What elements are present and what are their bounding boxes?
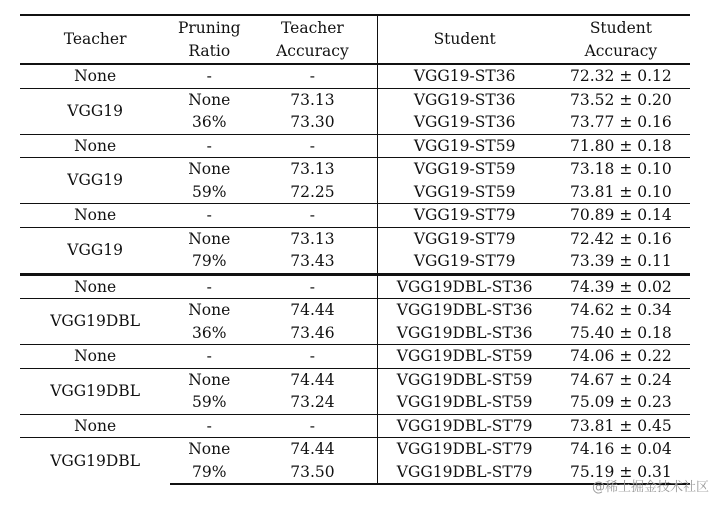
teacher-cell: VGG19 xyxy=(20,227,170,274)
student-cell: VGG19-ST79 xyxy=(377,204,552,228)
table-row xyxy=(20,414,690,438)
teacher-accuracy-cell: 73.13 xyxy=(248,227,377,250)
table-row xyxy=(20,299,690,322)
student-cell: VGG19-ST36 xyxy=(377,111,552,134)
results-table xyxy=(20,14,690,485)
teacher-cell: VGG19DBL xyxy=(20,438,170,485)
teacher-cell: None xyxy=(20,414,170,438)
header-teacher: Teacher xyxy=(20,15,170,64)
student-accuracy-cell: 74.39 ± 0.02 xyxy=(552,274,690,299)
student-cell: VGG19DBL-ST79 xyxy=(377,438,552,461)
student-accuracy-cell: 71.80 ± 0.18 xyxy=(552,134,690,158)
table-row xyxy=(20,158,690,181)
teacher-cell: None xyxy=(20,345,170,369)
teacher-accuracy-cell: 73.46 xyxy=(290,323,335,342)
pruning-ratio-cell: 36% xyxy=(192,113,227,131)
student-cell: VGG19-ST59 xyxy=(377,158,552,181)
pruning-ratio-cell: None xyxy=(170,299,248,322)
table-row xyxy=(20,227,690,250)
student-accuracy-cell: 74.06 ± 0.22 xyxy=(552,345,690,369)
pruning-ratio-cell: 59% xyxy=(192,393,227,411)
student-cell: VGG19-ST36 xyxy=(377,88,552,111)
pruning-ratio-cell: None xyxy=(170,158,248,181)
teacher-accuracy-cell: 74.44 xyxy=(248,368,377,391)
student-accuracy-cell: 73.81 ± 0.10 xyxy=(570,182,672,201)
student-cell: VGG19DBL-ST79 xyxy=(377,461,552,485)
student-accuracy-cell: 73.39 ± 0.11 xyxy=(570,252,672,270)
watermark: @稀土掘金技术社区 xyxy=(591,480,709,495)
student-accuracy-cell: 72.32 ± 0.12 xyxy=(552,64,690,88)
pruning-ratio-cell: - xyxy=(170,274,248,299)
student-cell: VGG19DBL-ST59 xyxy=(377,368,552,391)
student-cell: VGG19DBL-ST36 xyxy=(377,299,552,322)
table-body xyxy=(20,64,690,484)
student-accuracy-cell: 73.52 ± 0.20 xyxy=(552,88,690,111)
pruning-ratio-cell: - xyxy=(170,64,248,88)
student-cell: VGG19DBL-ST36 xyxy=(377,274,552,299)
teacher-accuracy-cell: - xyxy=(248,134,377,158)
table-row xyxy=(20,134,690,158)
teacher-accuracy-cell: - xyxy=(248,345,377,369)
student-cell: VGG19-ST36 xyxy=(377,64,552,88)
teacher-accuracy-cell: 73.50 xyxy=(248,461,377,485)
student-accuracy-cell: 73.77 ± 0.16 xyxy=(570,113,672,131)
teacher-accuracy-cell: - xyxy=(248,414,377,438)
header-teacher-accuracy: Teacher Accuracy xyxy=(248,15,377,64)
student-cell: VGG19DBL-ST36 xyxy=(377,322,552,345)
teacher-cell: None xyxy=(20,274,170,299)
table-row xyxy=(20,64,690,88)
student-accuracy-cell: 73.18 ± 0.10 xyxy=(552,158,690,181)
table-row xyxy=(20,345,690,369)
student-cell: VGG19DBL-ST59 xyxy=(377,391,552,414)
header-row xyxy=(20,15,690,64)
teacher-accuracy-cell: 73.43 xyxy=(290,252,335,270)
teacher-cell: VGG19DBL xyxy=(20,368,170,414)
teacher-accuracy-cell: 74.44 xyxy=(248,438,377,461)
header-student: Student xyxy=(377,15,552,64)
pruning-ratio-cell: - xyxy=(170,204,248,228)
student-cell: VGG19-ST79 xyxy=(377,250,552,274)
teacher-cell: None xyxy=(20,64,170,88)
student-accuracy-cell: 70.89 ± 0.14 xyxy=(552,204,690,228)
pruning-ratio-cell: - xyxy=(170,345,248,369)
pruning-ratio-cell: None xyxy=(170,227,248,250)
pruning-ratio-cell: 79% xyxy=(192,252,227,270)
student-accuracy-cell: 74.16 ± 0.04 xyxy=(552,438,690,461)
student-accuracy-cell: 72.42 ± 0.16 xyxy=(552,227,690,250)
pruning-ratio-cell: 79% xyxy=(170,461,248,485)
header-student-accuracy: Student Accuracy xyxy=(552,15,690,64)
pruning-ratio-cell: - xyxy=(170,414,248,438)
table-row xyxy=(20,438,690,461)
teacher-accuracy-cell: 73.30 xyxy=(290,113,335,131)
student-cell: VGG19-ST59 xyxy=(377,181,552,204)
teacher-accuracy-cell: 73.24 xyxy=(290,393,335,411)
student-accuracy-cell: 75.09 ± 0.23 xyxy=(570,393,672,411)
pruning-ratio-cell: 36% xyxy=(192,323,227,342)
table-row xyxy=(20,274,690,299)
student-accuracy-cell: 75.19 ± 0.31 xyxy=(552,461,690,485)
teacher-accuracy-cell: 74.44 xyxy=(248,299,377,322)
teacher-cell: VGG19 xyxy=(20,158,170,204)
teacher-cell: VGG19 xyxy=(20,88,170,134)
student-cell: VGG19-ST59 xyxy=(377,134,552,158)
teacher-accuracy-cell: 72.25 xyxy=(290,182,335,201)
pruning-ratio-cell: - xyxy=(170,134,248,158)
pruning-ratio-cell: 59% xyxy=(192,182,227,201)
table-row xyxy=(20,204,690,228)
student-accuracy-cell: 74.62 ± 0.34 xyxy=(552,299,690,322)
student-cell: VGG19DBL-ST59 xyxy=(377,345,552,369)
student-cell: VGG19DBL-ST79 xyxy=(377,414,552,438)
student-accuracy-cell: 74.67 ± 0.24 xyxy=(552,368,690,391)
teacher-cell: VGG19DBL xyxy=(20,299,170,345)
student-accuracy-cell: 73.81 ± 0.45 xyxy=(552,414,690,438)
pruning-ratio-cell: None xyxy=(170,368,248,391)
student-accuracy-cell: 75.40 ± 0.18 xyxy=(570,323,672,342)
teacher-accuracy-cell: - xyxy=(248,204,377,228)
teacher-accuracy-cell: - xyxy=(248,274,377,299)
pruning-ratio-cell: None xyxy=(170,88,248,111)
teacher-cell: None xyxy=(20,204,170,228)
table-row xyxy=(20,368,690,391)
teacher-cell: None xyxy=(20,134,170,158)
pruning-ratio-cell: None xyxy=(170,438,248,461)
student-cell: VGG19-ST79 xyxy=(377,227,552,250)
teacher-accuracy-cell: 73.13 xyxy=(248,88,377,111)
header-pruning-ratio: Pruning Ratio xyxy=(170,15,248,64)
teacher-accuracy-cell: 73.13 xyxy=(248,158,377,181)
teacher-accuracy-cell: - xyxy=(248,64,377,88)
table-row xyxy=(20,88,690,111)
